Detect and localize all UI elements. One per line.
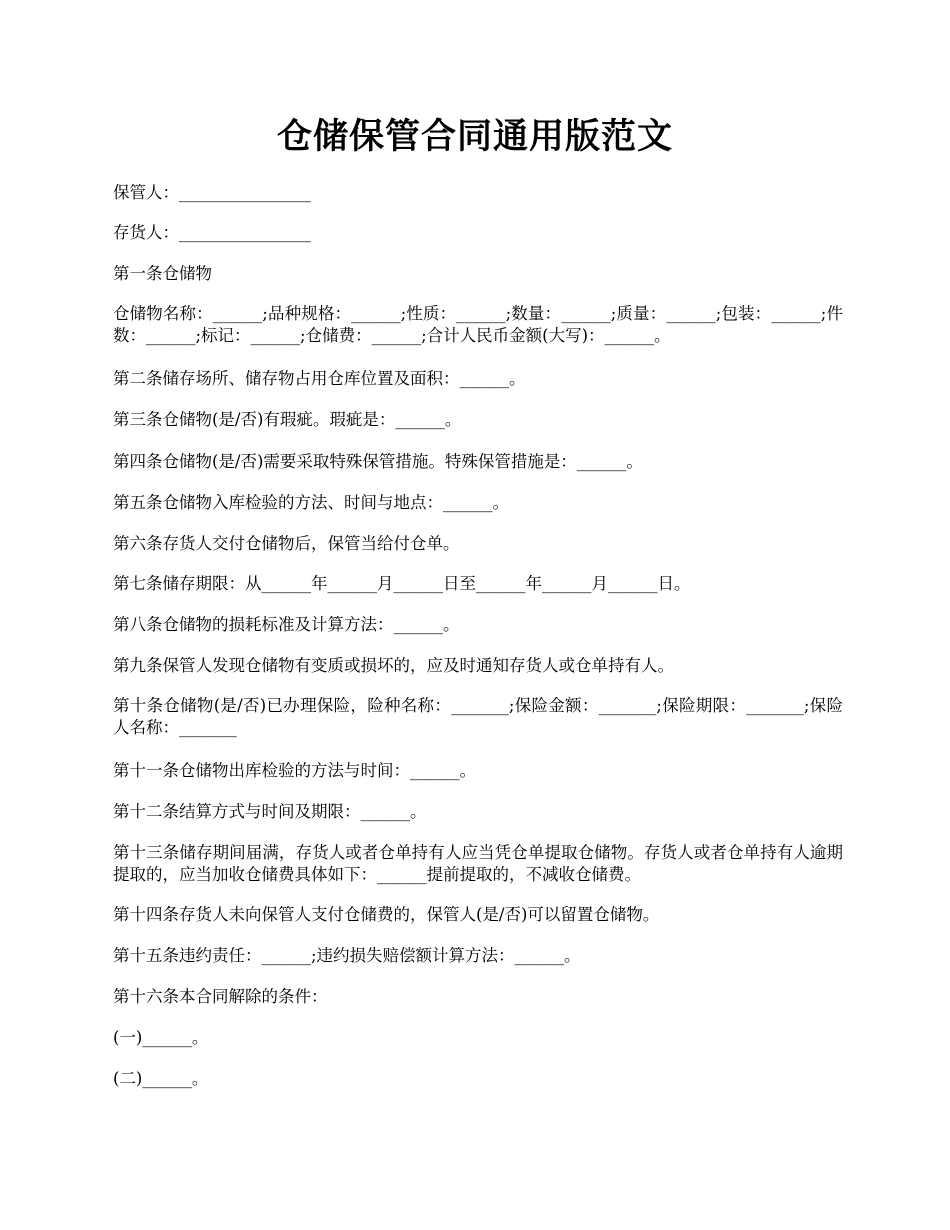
keeper-line: 保管人：________________ xyxy=(113,183,311,202)
article-14: 第十四条存货人未向保管人支付仓储费的，保管人(是/否)可以留置仓储物。 xyxy=(113,905,660,924)
article-8: 第八条仓储物的损耗标准及计算方法：______。 xyxy=(113,615,460,634)
article-2: 第二条储存场所、储存物占用仓库位置及面积：______。 xyxy=(113,369,526,388)
article-13: 第十三条储存期间届满，存货人或者仓单持有人应当凭仓单提取仓储物。存货人或者仓单持有人逾期提取的，应当加收仓储费具体如下：______提前提取的，不减收仓储费。 xyxy=(113,843,843,884)
article-7: 第七条储存期限：从______年______月______日至______年______月______日。 xyxy=(113,574,691,593)
article-10: 第十条仓储物(是/否)已办理保险，险种名称：_______;保险金额：_______;保险期限：_______;保险人名称：_______ xyxy=(113,696,843,737)
document-title: 仓储保管合同通用版范文 xyxy=(276,117,673,157)
article-15: 第十五条违约责任：______;违约损失赔偿额计算方法：______。 xyxy=(113,946,581,965)
article-12: 第十二条结算方式与时间及期限：______。 xyxy=(113,802,427,821)
article-9: 第九条保管人发现仓储物有变质或损坏的，应及时通知存货人或仓单持有人。 xyxy=(113,656,674,675)
article-16-heading: 第十六条本合同解除的条件： xyxy=(113,987,328,1006)
article-1-heading: 第一条仓储物 xyxy=(113,264,212,283)
article-16-item-1: (一)______。 xyxy=(113,1028,209,1047)
article-5: 第五条仓储物入库检验的方法、时间与地点：______。 xyxy=(113,493,509,512)
article-11: 第十一条仓储物出库检验的方法与时间：______。 xyxy=(113,761,476,780)
article-6: 第六条存货人交付仓储物后，保管当给付仓单。 xyxy=(113,534,460,553)
article-4: 第四条仓储物(是/否)需要采取特殊保管措施。特殊保管措施是：______。 xyxy=(113,452,643,471)
depositor-line: 存货人：________________ xyxy=(113,223,311,242)
article-16-item-2: (二)______。 xyxy=(113,1069,209,1088)
article-3: 第三条仓储物(是/否)有瑕疵。瑕疵是：______。 xyxy=(113,410,462,429)
article-1-details: 仓储物名称：______;品种规格：______;性质：______;数量：______;质量：______;包装：______;件数：______;标记：______;仓储费：______;合计人民币金额(大写)：______。 xyxy=(113,304,843,345)
